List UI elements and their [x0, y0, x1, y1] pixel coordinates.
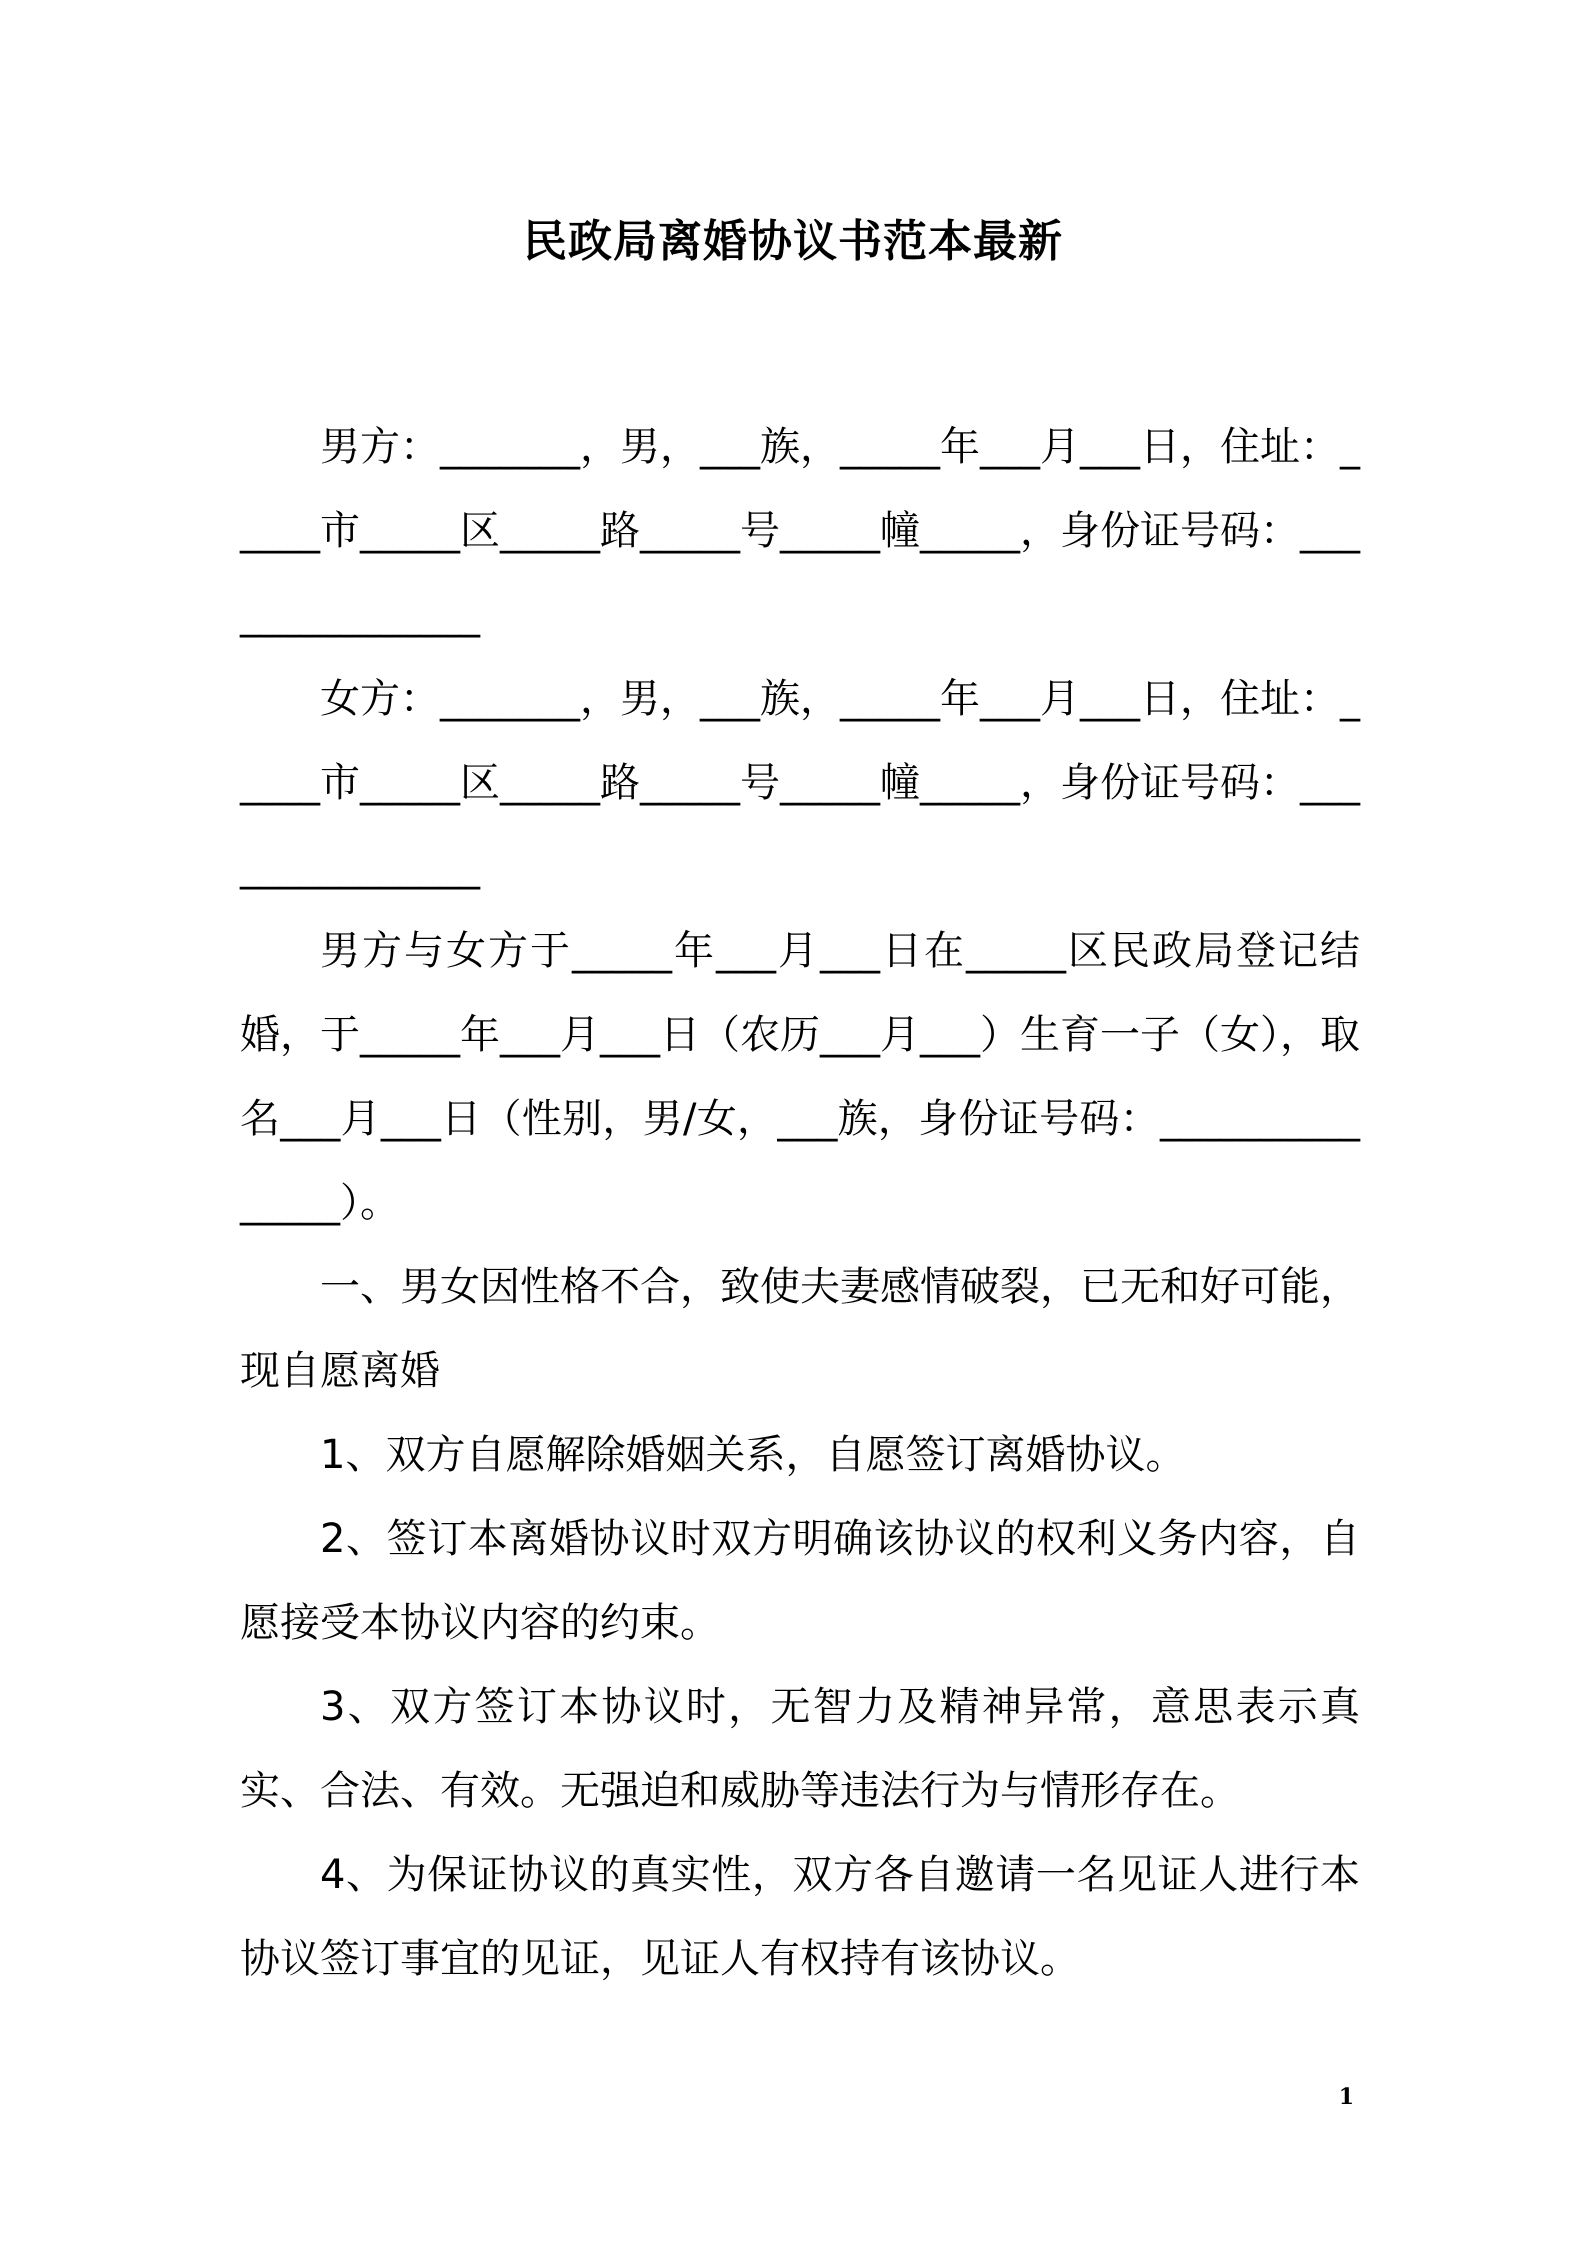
- clause-3: 3、双方签订本协议时，无智力及精神异常，意思表示真实、合法、有效。无强迫和威胁等违法行为与情形存在。: [240, 1684, 1360, 1814]
- page-number: 1: [1338, 2084, 1354, 2110]
- male-party-paragraph: 男方：_______，男，___族，_____年___月___日，住址：_____市_____区_____路_____号_____幢_____，身份证号码：_______________: [240, 424, 1360, 638]
- section-one-heading: 一、男女因性格不合，致使夫妻感情破裂，已无和好可能，现自愿离婚: [240, 1264, 1360, 1394]
- clause-4: 4、为保证协议的真实性，双方各自邀请一名见证人进行本协议签订事宜的见证，见证人有权持有该协议。: [240, 1852, 1360, 1982]
- document-body: [240, 405, 1360, 2001]
- clause-1: 1、双方自愿解除婚姻关系，自愿签订离婚协议。: [320, 1432, 1186, 1478]
- document-title: 民政局离婚协议书范本最新: [523, 216, 1063, 267]
- marriage-child-paragraph: 男方与女方于_____年___月___日在_____区民政局登记结婚，于_____年___月___日（农历___月___）生育一子（女），取名___月___日（性别，男/女，___族，身份证号码：_______________）。: [240, 928, 1360, 1226]
- female-party-paragraph: 女方：_______，男，___族，_____年___月___日，住址：_____市_____区_____路_____号_____幢_____，身份证号码：_______________: [240, 676, 1360, 890]
- clause-2: 2、签订本离婚协议时双方明确该协议的权利义务内容，自愿接受本协议内容的约束。: [240, 1516, 1360, 1646]
